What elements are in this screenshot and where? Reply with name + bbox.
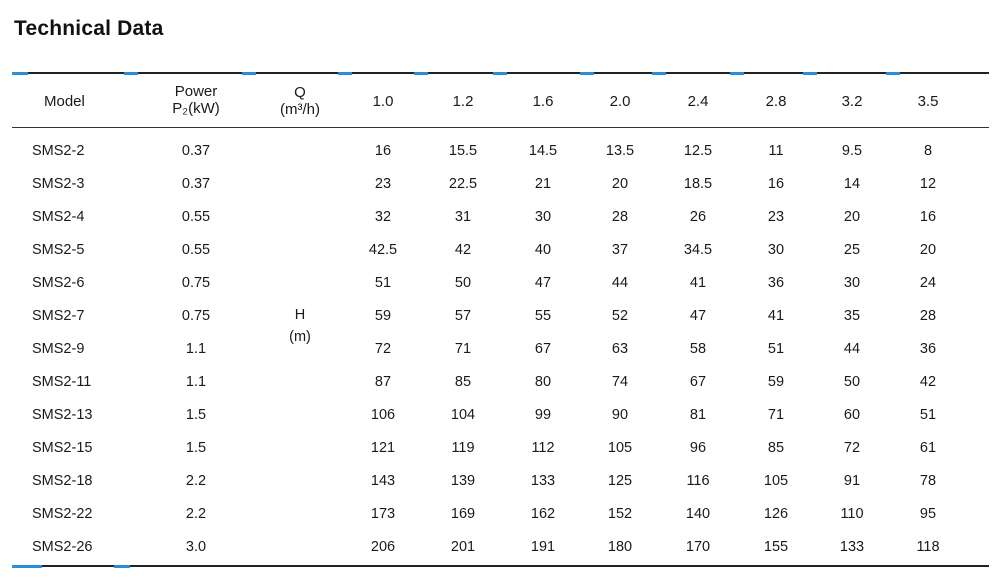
head-cell: 59: [374, 308, 392, 324]
header-flow-value: 3.5: [917, 93, 939, 110]
head-cell: 71: [767, 407, 785, 423]
header-flow-label: Q: [294, 84, 306, 101]
model-cell: SMS2-15: [32, 440, 93, 456]
head-cell: 72: [374, 341, 392, 357]
head-cell: 23: [767, 209, 785, 225]
head-cell: 51: [767, 341, 785, 357]
model-cell: SMS2-5: [32, 242, 85, 258]
header-flow-value: 2.8: [765, 93, 787, 110]
power-cell: 1.5: [185, 407, 207, 423]
head-cell: 96: [689, 440, 707, 456]
header-model: Model: [44, 93, 85, 110]
head-cell: 58: [689, 341, 707, 357]
head-cell: 30: [534, 209, 552, 225]
head-cell: 85: [454, 374, 472, 390]
accent-mark: [580, 72, 594, 75]
head-cell: 67: [689, 374, 707, 390]
head-cell: 40: [534, 242, 552, 258]
head-cell: 41: [767, 308, 785, 324]
accent-mark: [803, 72, 817, 75]
head-cell: 57: [454, 308, 472, 324]
power-cell: 3.0: [185, 539, 207, 555]
head-cell: 152: [607, 506, 633, 522]
table-bottom-rule: [12, 565, 989, 567]
head-cell: 32: [374, 209, 392, 225]
head-cell: 28: [919, 308, 937, 324]
accent-mark: [124, 72, 138, 75]
power-cell: 0.37: [181, 143, 211, 159]
head-cell: 90: [611, 407, 629, 423]
model-cell: SMS2-7: [32, 308, 85, 324]
head-cell: 51: [374, 275, 392, 291]
head-cell: 44: [843, 341, 861, 357]
power-cell: 1.5: [185, 440, 207, 456]
head-cell: 50: [454, 275, 472, 291]
header-power-label: Power: [174, 83, 218, 100]
head-cell: 20: [843, 209, 861, 225]
head-cell: 206: [370, 539, 396, 555]
head-cell: 36: [767, 275, 785, 291]
head-cell: 11: [768, 143, 784, 159]
head-cell: 87: [374, 374, 392, 390]
head-cell: 95: [919, 506, 937, 522]
head-cell: 14: [843, 176, 861, 192]
head-cell: 16: [374, 143, 392, 159]
accent-mark: [12, 565, 42, 568]
head-cell: 63: [611, 341, 629, 357]
head-cell: 61: [919, 440, 937, 456]
head-cell: 18.5: [683, 176, 713, 192]
head-cell: 60: [843, 407, 861, 423]
head-cell: 28: [611, 209, 629, 225]
head-cell: 24: [919, 275, 937, 291]
head-cell: 191: [530, 539, 556, 555]
head-cell: 37: [611, 242, 629, 258]
head-cell: 20: [611, 176, 629, 192]
head-cell: 12: [919, 176, 937, 192]
head-cell: 44: [611, 275, 629, 291]
header-flow-value: 2.0: [609, 93, 631, 110]
model-cell: SMS2-11: [32, 374, 92, 390]
head-cell: 8: [923, 143, 933, 159]
power-cell: 1.1: [185, 341, 207, 357]
accent-mark: [338, 72, 352, 75]
head-cell: 21: [534, 176, 552, 192]
head-cell: 81: [689, 407, 707, 423]
head-cell: 50: [843, 374, 861, 390]
model-cell: SMS2-4: [32, 209, 85, 225]
head-cell: 121: [370, 440, 396, 456]
model-cell: SMS2-22: [32, 506, 93, 522]
head-cell: 133: [839, 539, 865, 555]
head-cell: 201: [450, 539, 476, 555]
power-cell: 2.2: [185, 506, 207, 522]
header-power: [172, 83, 219, 117]
head-cell: 110: [840, 506, 864, 522]
head-cell: 112: [531, 440, 555, 456]
model-cell: SMS2-6: [32, 275, 85, 291]
head-cell: 47: [534, 275, 552, 291]
head-cell: 173: [370, 506, 396, 522]
head-cell: 143: [370, 473, 396, 489]
head-cell: 16: [919, 209, 937, 225]
model-cell: SMS2-9: [32, 341, 85, 357]
head-cell: 41: [689, 275, 707, 291]
head-cell: 80: [534, 374, 552, 390]
head-cell: 42: [454, 242, 472, 258]
power-cell: 0.55: [181, 209, 211, 225]
model-cell: SMS2-13: [32, 407, 93, 423]
accent-mark: [12, 72, 28, 75]
header-flow: [280, 84, 320, 118]
head-cell: 180: [607, 539, 633, 555]
power-cell: 1.1: [185, 374, 207, 390]
head-cell: 105: [763, 473, 789, 489]
head-cell: 31: [454, 209, 472, 225]
head-cell: 118: [916, 539, 940, 555]
head-cell: 105: [607, 440, 633, 456]
head-cell: 15.5: [448, 143, 478, 159]
head-cell: 42: [919, 374, 937, 390]
head-cell: 162: [530, 506, 556, 522]
head-cell: 139: [450, 473, 476, 489]
head-cell: 78: [919, 473, 937, 489]
accent-mark: [493, 72, 507, 75]
head-cell: 35: [843, 308, 861, 324]
power-cell: 2.2: [185, 473, 207, 489]
power-cell: 0.55: [181, 242, 211, 258]
power-cell: 0.37: [181, 176, 211, 192]
head-cell: 119: [451, 440, 475, 456]
head-cell: 26: [689, 209, 707, 225]
head-cell: 155: [763, 539, 789, 555]
header-divider: [12, 127, 989, 128]
head-cell: 23: [374, 176, 392, 192]
accent-mark: [414, 72, 428, 75]
head-cell: 85: [767, 440, 785, 456]
head-label: H: [294, 307, 306, 323]
head-cell: 125: [607, 473, 633, 489]
model-cell: SMS2-3: [32, 176, 85, 192]
head-cell: 30: [767, 242, 785, 258]
head-cell: 47: [689, 308, 707, 324]
head-cell: 59: [767, 374, 785, 390]
head-cell: 91: [843, 473, 861, 489]
head-cell: 67: [534, 341, 552, 357]
head-cell: 74: [611, 374, 629, 390]
head-cell: 71: [454, 341, 472, 357]
header-flow-value: 3.2: [841, 93, 863, 110]
head-cell: 133: [530, 473, 556, 489]
model-cell: SMS2-18: [32, 473, 93, 489]
head-cell: 9.5: [841, 143, 863, 159]
head-cell: 104: [450, 407, 476, 423]
head-cell: 14.5: [528, 143, 558, 159]
accent-mark: [730, 72, 744, 75]
head-cell: 20: [919, 242, 937, 258]
accent-mark: [886, 72, 900, 75]
page-title: Technical Data: [14, 17, 164, 40]
head-cell: 12.5: [683, 143, 713, 159]
head-cell: 34.5: [683, 242, 713, 258]
accent-mark: [114, 565, 130, 568]
head-cell: 42.5: [368, 242, 398, 258]
head-cell: 36: [919, 341, 937, 357]
head-cell: 55: [534, 308, 552, 324]
head-cell: 140: [685, 506, 711, 522]
head-cell: 170: [685, 539, 711, 555]
head-cell: 126: [763, 506, 789, 522]
head-cell: 22.5: [448, 176, 478, 192]
model-cell: SMS2-26: [32, 539, 93, 555]
head-cell: 52: [611, 308, 629, 324]
power-cell: 0.75: [181, 308, 211, 324]
header-flow-value: 1.2: [452, 93, 474, 110]
header-flow-value: 2.4: [687, 93, 709, 110]
head-cell: 16: [767, 176, 785, 192]
head-cell: 25: [843, 242, 861, 258]
model-cell: SMS2-2: [32, 143, 85, 159]
head-cell: 51: [919, 407, 937, 423]
head-cell: 116: [686, 473, 710, 489]
accent-mark: [652, 72, 666, 75]
head-cell: 106: [370, 407, 396, 423]
head-cell: 169: [450, 506, 476, 522]
accent-mark: [242, 72, 256, 75]
head-unit: (m): [289, 329, 311, 345]
header-flow-value: 1.6: [532, 93, 554, 110]
head-cell: 99: [534, 407, 552, 423]
header-flow-unit: (m³/h): [280, 101, 320, 118]
header-flow-value: 1.0: [372, 93, 394, 110]
power-cell: 0.75: [181, 275, 211, 291]
header-power-unit: P₂(kW): [172, 100, 220, 117]
head-cell: 13.5: [605, 143, 635, 159]
head-cell: 72: [843, 440, 861, 456]
head-cell: 30: [843, 275, 861, 291]
